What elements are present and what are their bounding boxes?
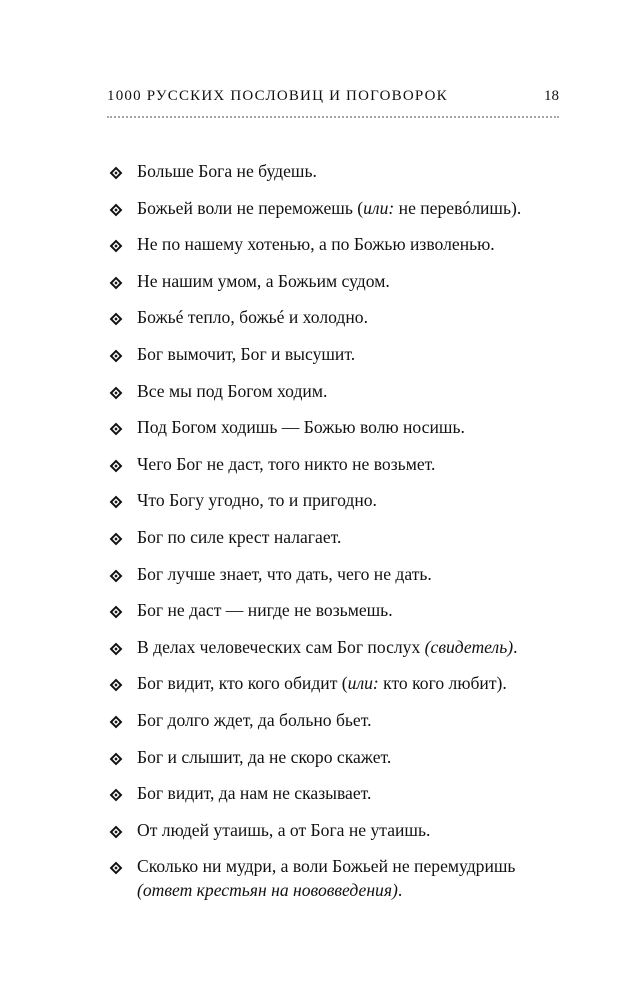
proverb-text-end: кто кого любит). [378, 673, 507, 694]
diamond-dot-icon [109, 166, 123, 180]
proverb-text: Не нашим умом, а Божьим судом. [137, 270, 390, 291]
header-divider [107, 116, 559, 118]
page-number: 18 [544, 88, 559, 104]
proverb-item [109, 525, 579, 549]
proverb-text: Под Богом ходишь — Божью волю носишь. [137, 417, 465, 438]
diamond-dot-icon [109, 825, 123, 839]
diamond-dot-icon [109, 386, 123, 400]
diamond-dot-icon [109, 459, 123, 473]
diamond-dot-icon [109, 605, 123, 619]
proverb-item [109, 379, 579, 403]
proverb-item [109, 196, 579, 220]
diamond-dot-icon [109, 422, 123, 436]
proverb-text: Бог не даст — нигде не возьмешь. [137, 600, 393, 621]
proverb-text-end: . [397, 880, 403, 901]
proverb-item [109, 342, 579, 366]
diamond-dot-icon [109, 312, 123, 326]
proverb-text: Бог лучше знает, что дать, чего не дать. [137, 563, 432, 584]
proverb-item [109, 598, 579, 622]
proverb-text: Бог видит, да нам не сказывает. [137, 783, 372, 804]
proverb-text: Бог видит, кто кого обидит ( [137, 673, 348, 694]
diamond-dot-icon [109, 678, 123, 692]
proverb-item [109, 159, 579, 183]
diamond-dot-icon [109, 788, 123, 802]
proverb-item [109, 488, 579, 512]
diamond-dot-icon [109, 642, 123, 656]
diamond-dot-icon [109, 861, 123, 875]
proverb-note: или: [347, 673, 379, 694]
proverb-item [109, 635, 579, 659]
proverb-item [109, 671, 579, 695]
proverb-text: Бог и слышит, да не скоро скажет. [137, 746, 392, 767]
proverb-text-end: не перевóлишь). [394, 197, 522, 218]
proverb-text: В делах человеческих сам Бог послух [137, 636, 425, 657]
running-title: 1000 РУССКИХ ПОСЛОВИЦ И ПОГОВОРОК [107, 88, 448, 104]
diamond-dot-icon [109, 203, 123, 217]
proverb-text: От людей утаишь, а от Бога не утаишь. [137, 819, 431, 840]
proverb-item [109, 745, 579, 769]
proverb-text: Бог долго ждет, да больно бьет. [137, 709, 372, 730]
proverb-text: Чего Бог не даст, того никто не возьмет. [137, 453, 436, 474]
diamond-dot-icon [109, 239, 123, 253]
diamond-dot-icon [109, 715, 123, 729]
proverb-list [109, 159, 579, 915]
proverb-item [109, 269, 579, 293]
proverb-note: или: [363, 197, 395, 218]
proverb-text: Божьей воли не переможешь ( [137, 197, 364, 218]
proverb-item [109, 305, 579, 329]
proverb-text: Бог по силе крест налагает. [137, 526, 342, 547]
proverb-text-end: . [513, 636, 518, 657]
proverb-text: Что Богу угодно, то и пригодно. [137, 490, 377, 511]
diamond-dot-icon [109, 276, 123, 290]
proverb-text: Сколько ни мудри, а воли Божьей не перемудришь [137, 856, 516, 877]
diamond-dot-icon [109, 532, 123, 546]
proverb-text: Бог вымочит, Бог и высушит. [137, 343, 356, 364]
proverb-item [109, 708, 579, 732]
diamond-dot-icon [109, 495, 123, 509]
diamond-dot-icon [109, 752, 123, 766]
page-header [107, 88, 559, 108]
proverb-item [109, 415, 579, 439]
proverb-text: Божьé тепло, божьé и холодно. [137, 307, 368, 328]
proverb-item [109, 818, 579, 842]
diamond-dot-icon [109, 349, 123, 363]
proverb-text: Не по нашему хотенью, а по Божью изволенью. [137, 234, 495, 255]
proverb-item [109, 562, 579, 586]
proverb-text: Все мы под Богом ходим. [137, 380, 328, 401]
diamond-dot-icon [109, 569, 123, 583]
proverb-note: (ответ крестьян на нововведения) [137, 880, 398, 901]
proverb-item [109, 452, 579, 476]
proverb-item [109, 854, 579, 902]
proverb-item [109, 781, 579, 805]
proverb-text: Больше Бога не будешь. [137, 161, 317, 181]
proverb-item [109, 232, 579, 256]
proverb-note: (свидетель) [424, 636, 514, 657]
